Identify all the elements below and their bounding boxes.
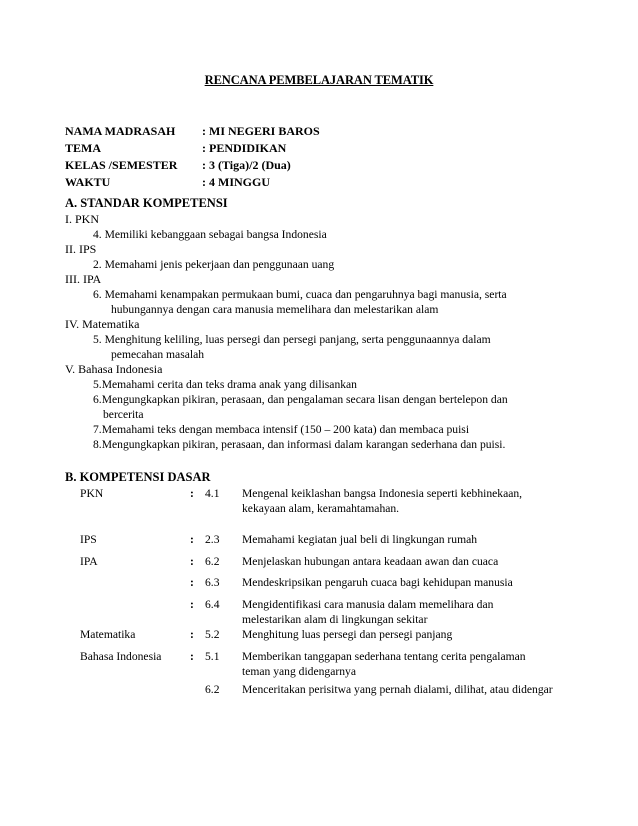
info-row xyxy=(65,157,320,174)
kd-description: Mendeskripsikan pengaruh cuaca bagi kehidupan manusia xyxy=(242,576,513,589)
info-value: : PENDIDIKAN xyxy=(202,141,287,155)
kd-subject: IPS xyxy=(80,533,97,546)
info-row xyxy=(65,140,320,157)
competency-item: 6. Memahami kenampakan permukaan bumi, cuaca dan pengaruhnya bagi manusia, serta xyxy=(93,288,507,301)
kd-number: 6.2 xyxy=(205,555,220,568)
kd-subject: IPA xyxy=(80,555,98,568)
kd-number: 5.1 xyxy=(205,650,220,663)
kd-number: 6.2 xyxy=(205,683,220,696)
competency-item: 8.Mengungkapkan pikiran, perasaan, dan informasi dalam karangan sederhana dan puisi. xyxy=(93,438,506,451)
kd-description: Menghitung luas persegi dan persegi panjang xyxy=(242,628,453,641)
competency-item-continued: pemecahan masalah xyxy=(111,348,205,361)
subject-label: IV. Matematika xyxy=(65,317,140,331)
identity-block xyxy=(65,123,320,191)
kd-subject: PKN xyxy=(80,487,104,500)
info-row xyxy=(65,123,320,140)
standar-kompetensi-list xyxy=(65,212,585,452)
kd-colon: : xyxy=(190,598,194,611)
info-label: WAKTU xyxy=(65,175,111,189)
subject-label: III. IPA xyxy=(65,272,102,286)
competency-item-continued: bercerita xyxy=(103,408,144,421)
section-heading-standar-kompetensi: A. STANDAR KOMPETENSI xyxy=(65,196,228,210)
kd-colon: : xyxy=(190,650,194,663)
info-label: TEMA xyxy=(65,141,101,155)
info-value: : 4 MINGGU xyxy=(202,175,270,189)
info-row xyxy=(65,174,320,191)
kd-description: Memahami kegiatan jual beli di lingkungan rumah xyxy=(242,533,478,546)
kd-subject: Bahasa Indonesia xyxy=(80,650,162,663)
subject-label: I. PKN xyxy=(65,212,100,226)
kd-number: 5.2 xyxy=(205,628,220,641)
competency-item-continued: hubungannya dengan cara manusia memelihara dan melestarikan alam xyxy=(111,303,439,316)
page-title: RENCANA PEMBELAJARAN TEMATIK xyxy=(204,73,434,87)
info-value: : MI NEGERI BAROS xyxy=(202,124,320,138)
subject-label: II. IPS xyxy=(65,242,97,256)
competency-item: 4. Memiliki kebanggaan sebagai bangsa Indonesia xyxy=(93,228,327,241)
section-heading-kompetensi-dasar: B. KOMPETENSI DASAR xyxy=(65,470,211,484)
info-value: : 3 (Tiga)/2 (Dua) xyxy=(202,158,291,172)
kd-colon: : xyxy=(190,628,194,641)
kd-number: 6.4 xyxy=(205,598,220,611)
kd-description: Mengenal keiklashan bangsa Indonesia seperti kebhinekaan, kekayaan alam, keramahtamahan. xyxy=(242,487,523,515)
info-label: NAMA MADRASAH xyxy=(65,124,176,138)
competency-item: 5. Menghitung keliling, luas persegi dan persegi panjang, serta penggunaannya dalam xyxy=(93,333,491,346)
kd-colon: : xyxy=(190,487,194,500)
kd-number: 6.3 xyxy=(205,576,220,589)
kd-number: 2.3 xyxy=(205,533,220,546)
kd-description: Mengidentifikasi cara manusia dalam memelihara dan melestarikan alam di lingkungan sekitar xyxy=(242,598,494,626)
subject-label: V. Bahasa Indonesia xyxy=(65,362,163,376)
kd-colon: : xyxy=(190,555,194,568)
kd-subject: Matematika xyxy=(80,628,136,641)
info-label: KELAS /SEMESTER xyxy=(65,158,178,172)
kd-description: Memberikan tanggapan sederhana tentang cerita pengalaman teman yang didengarnya xyxy=(242,650,526,678)
competency-item: 5.Memahami cerita dan teks drama anak yang dilisankan xyxy=(93,378,357,391)
kd-number: 4.1 xyxy=(205,487,220,500)
kd-description: Menceritakan perisitwa yang pernah dialami, dilihat, atau didengar xyxy=(242,683,553,696)
competency-item: 6.Mengungkapkan pikiran, perasaan, dan pengalaman secara lisan dengan bertelepon dan xyxy=(93,393,508,406)
competency-item: 2. Memahami jenis pekerjaan dan penggunaan uang xyxy=(93,258,335,271)
kd-description: Menjelaskan hubungan antara keadaan awan dan cuaca xyxy=(242,555,499,568)
kd-colon: : xyxy=(190,533,194,546)
competency-item: 7.Memahami teks dengan membaca intensif (150 – 200 kata) dan membaca puisi xyxy=(93,423,470,436)
kd-colon: : xyxy=(190,576,194,589)
